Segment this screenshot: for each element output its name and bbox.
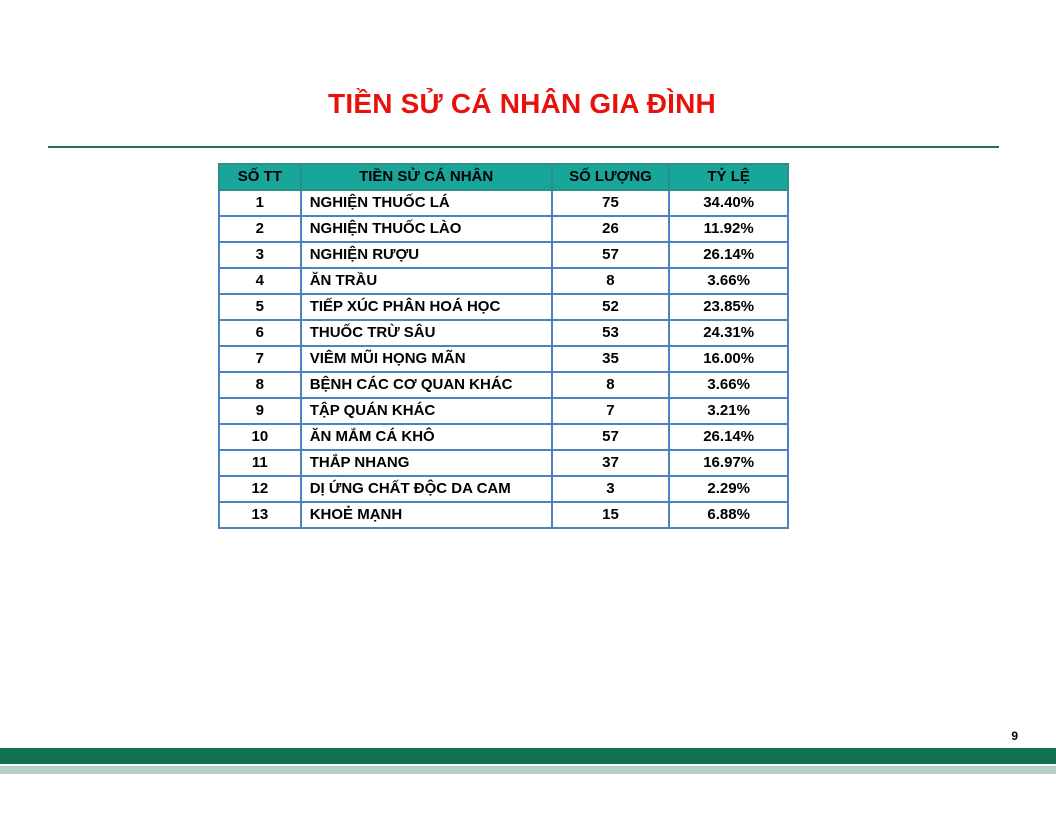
cell-no: 10	[219, 424, 301, 450]
cell-percent: 3.66%	[669, 372, 788, 398]
header-no: SỐ TT	[219, 164, 301, 190]
cell-history: ĂN TRẦU	[301, 268, 552, 294]
cell-count: 35	[552, 346, 670, 372]
table-row	[219, 398, 788, 424]
cell-no: 11	[219, 450, 301, 476]
table-row	[219, 268, 788, 294]
cell-history: TẬP QUÁN KHÁC	[301, 398, 552, 424]
cell-count: 57	[552, 242, 670, 268]
cell-percent: 26.14%	[669, 242, 788, 268]
cell-no: 7	[219, 346, 301, 372]
cell-history: KHOẺ MẠNH	[301, 502, 552, 528]
cell-history: TIẾP XÚC PHÂN HOÁ HỌC	[301, 294, 552, 320]
cell-no: 13	[219, 502, 301, 528]
cell-count: 8	[552, 372, 670, 398]
cell-count: 7	[552, 398, 670, 424]
footer-band-light	[0, 766, 1056, 774]
cell-percent: 11.92%	[669, 216, 788, 242]
cell-count: 75	[552, 190, 670, 216]
slide-title: TIỀN SỬ CÁ NHÂN GIA ĐÌNH	[328, 88, 716, 119]
table-row	[219, 346, 788, 372]
cell-percent: 16.97%	[669, 450, 788, 476]
cell-count: 57	[552, 424, 670, 450]
cell-percent: 16.00%	[669, 346, 788, 372]
header-percent: TỶ LỆ	[669, 164, 788, 190]
cell-count: 3	[552, 476, 670, 502]
table-row	[219, 424, 788, 450]
title-divider	[48, 146, 999, 148]
table-row	[219, 502, 788, 528]
cell-percent: 23.85%	[669, 294, 788, 320]
cell-percent: 3.66%	[669, 268, 788, 294]
cell-no: 9	[219, 398, 301, 424]
table-row	[219, 450, 788, 476]
cell-history: ĂN MẮM CÁ KHÔ	[301, 424, 552, 450]
cell-count: 52	[552, 294, 670, 320]
cell-count: 37	[552, 450, 670, 476]
cell-count: 15	[552, 502, 670, 528]
cell-percent: 24.31%	[669, 320, 788, 346]
cell-no: 4	[219, 268, 301, 294]
cell-percent: 2.29%	[669, 476, 788, 502]
cell-no: 6	[219, 320, 301, 346]
cell-history: NGHIỆN RƯỢU	[301, 242, 552, 268]
cell-percent: 3.21%	[669, 398, 788, 424]
table-header-row	[219, 164, 788, 190]
table-row	[219, 372, 788, 398]
cell-history: VIÊM MŨI HỌNG MÃN	[301, 346, 552, 372]
footer-band-dark	[0, 748, 1056, 764]
cell-percent: 6.88%	[669, 502, 788, 528]
cell-no: 5	[219, 294, 301, 320]
cell-no: 8	[219, 372, 301, 398]
cell-count: 53	[552, 320, 670, 346]
cell-history: THUỐC TRỪ SÂU	[301, 320, 552, 346]
cell-count: 26	[552, 216, 670, 242]
cell-history: DỊ ỨNG CHẤT ĐỘC DA CAM	[301, 476, 552, 502]
table-row	[219, 320, 788, 346]
table-row	[219, 190, 788, 216]
cell-percent: 26.14%	[669, 424, 788, 450]
cell-history: BỆNH CÁC CƠ QUAN KHÁC	[301, 372, 552, 398]
page-number: 9	[1011, 729, 1018, 743]
cell-no: 1	[219, 190, 301, 216]
personal-history-table	[218, 163, 789, 529]
cell-count: 8	[552, 268, 670, 294]
cell-history: NGHIỆN THUỐC LÁ	[301, 190, 552, 216]
table-row	[219, 476, 788, 502]
table-row	[219, 242, 788, 268]
cell-no: 2	[219, 216, 301, 242]
cell-history: THẮP NHANG	[301, 450, 552, 476]
header-count: SỐ LƯỢNG	[552, 164, 670, 190]
cell-percent: 34.40%	[669, 190, 788, 216]
cell-history: NGHIỆN THUỐC LÀO	[301, 216, 552, 242]
table-row	[219, 216, 788, 242]
header-history: TIỀN SỬ CÁ NHÂN	[301, 164, 552, 190]
table-row	[219, 294, 788, 320]
cell-no: 12	[219, 476, 301, 502]
cell-no: 3	[219, 242, 301, 268]
